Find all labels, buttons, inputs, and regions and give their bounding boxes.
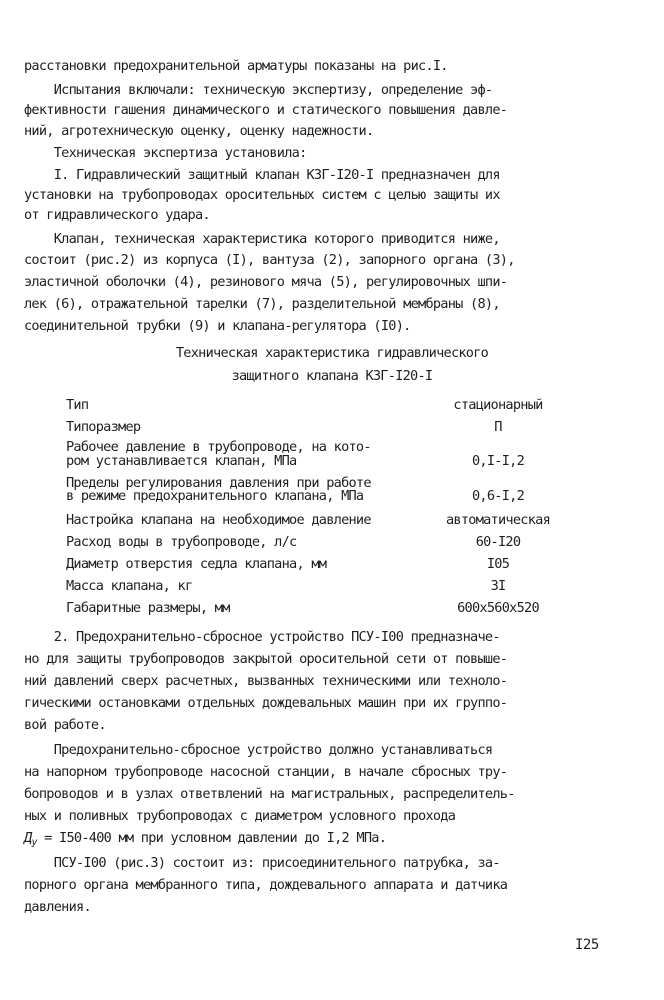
spec-value: П (494, 419, 502, 435)
spec-value: 600х560х520 (457, 600, 539, 616)
du-subscript: у (31, 837, 37, 848)
text-line: от гидравлического удара. (24, 207, 210, 223)
text-line: порного органа мембранного типа, дождевального аппарата и датчика (24, 877, 508, 893)
text-line: I. Гидравлический защитный клапан КЗГ-I20-I предназначен для (24, 167, 500, 183)
spec-label: Масса клапана, кг (66, 578, 193, 594)
text-line: состоит (рис.2) из корпуса (I), вантуза (2), запорного органа (3), (24, 252, 515, 268)
spec-value: автоматическая (445, 512, 551, 528)
text-line: расстановки предохранительной арматуры показаны на рис.I. (24, 58, 448, 74)
spec-label: Расход воды в трубопроводе, л/с (66, 534, 297, 550)
text-line: ных и поливных трубопроводах с диаметром условного прохода (24, 808, 456, 824)
text-line: вой работе. (24, 717, 106, 733)
text-line (24, 828, 386, 853)
spec-label: Диаметр отверстия седла клапана, мм (66, 556, 327, 572)
spec-label: Тип (66, 397, 89, 413)
spec-label: ром устанавливается клапан, МПа (66, 453, 297, 469)
text-line: Техническая экспертиза установила: (24, 145, 307, 161)
spec-value: стационарный (453, 397, 543, 413)
spec-label: Рабочее давление в трубопроводе, на кото- (66, 439, 371, 455)
text-line: ПСУ-I00 (рис.3) состоит из: присоединительного патрубка, за- (24, 855, 500, 871)
spec-value: 0,6-I,2 (471, 488, 525, 504)
table-title: Техническая характеристика гидравлического (175, 345, 489, 361)
text-line: соединительной трубки (9) и клапана-регулятора (I0). (24, 318, 411, 334)
text-line: 2. Предохранительно-сбросное устройство ПСУ-I00 предназначе- (24, 629, 500, 645)
spec-label: Настройка клапана на необходимое давление (66, 512, 371, 528)
page-number: I25 (575, 937, 599, 953)
text-line: фективности гашения динамического и статического повышения давле- (24, 102, 508, 118)
spec-value: I05 (486, 556, 510, 572)
text-line: гическими остановками отдельных дождевальных машин при их группо- (24, 695, 508, 711)
spec-value: 60-I20 (475, 534, 521, 550)
text-line: установки на трубопроводах оросительных систем с целью защиты их (24, 187, 500, 203)
spec-label: Типоразмер (66, 419, 141, 435)
text-line: Испытания включали: техническую экспертизу, определение эф- (24, 82, 493, 98)
text-line: лек (6), отражательной тарелки (7), разделительной мембраны (8), (24, 296, 500, 312)
text-line: ний, агротехническую оценку, оценку надежности. (24, 123, 374, 139)
text-line: но для защиты трубопроводов закрытой оросительной сети от повыше- (24, 651, 508, 667)
text-line: ний давлений сверх расчетных, вызванных техническими или техноло- (24, 673, 508, 689)
du-symbol: Д (24, 830, 32, 846)
du-text: = I50-400 мм при условном давлении до I,2 МПа. (36, 830, 387, 846)
text-line: эластичной оболочки (4), резинового мяча (5), регулировочных шпи- (24, 274, 508, 290)
spec-value: 0,I-I,2 (471, 453, 525, 469)
spec-label: Габаритные размеры, мм (66, 600, 230, 616)
spec-value: 3I (490, 578, 506, 594)
text-line: на напорном трубопроводе насосной станции, в начале сбросных тру- (24, 764, 508, 780)
text-line: Клапан, техническая характеристика которого приводится ниже, (24, 231, 500, 247)
text-line: давления. (24, 899, 91, 915)
spec-label: Пределы регулирования давления при работе (66, 475, 371, 491)
spec-label: в режиме предохранительного клапана, МПа (66, 488, 364, 504)
text-line: бопроводов и в узлах ответвлений на магистральных, распределитель- (24, 786, 515, 802)
table-title: защитного клапана КЗГ-I20-I (231, 368, 433, 384)
text-line: Предохранительно-сбросное устройство должно устанавливаться (24, 742, 493, 758)
